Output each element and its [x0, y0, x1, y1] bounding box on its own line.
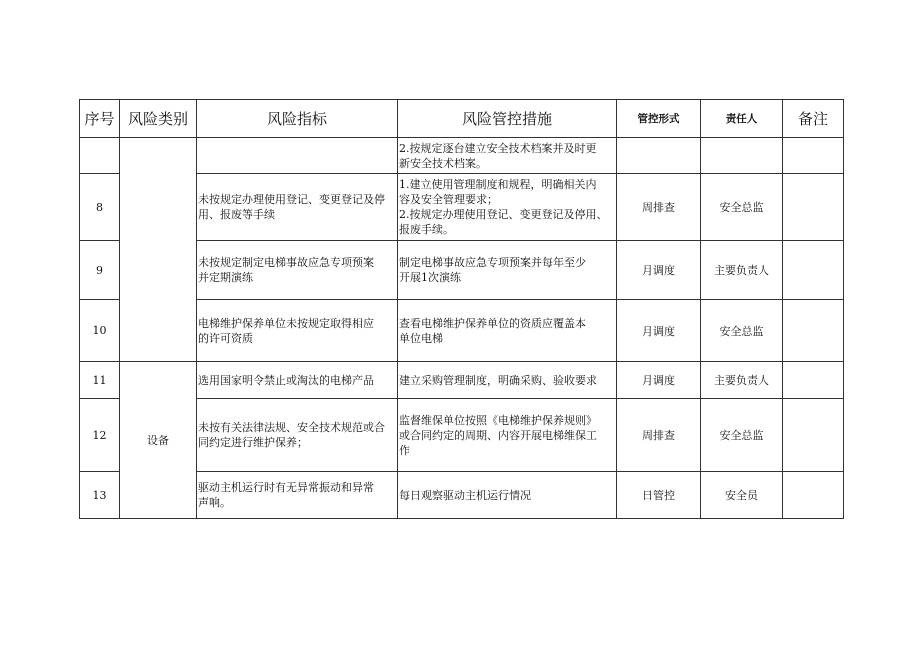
cell-seq: 8	[80, 174, 120, 241]
cell-seq: 9	[80, 241, 120, 300]
text-line: 查看电梯维护保养单位的资质应覆盖本	[399, 316, 586, 330]
cell-indicator	[197, 300, 398, 362]
text-line: 建立采购管理制度，明确采购、验收要求	[399, 373, 597, 387]
cell-indicator	[197, 362, 398, 399]
text-line: 选用国家明令禁止或淘汰的电梯产品	[198, 373, 374, 387]
cell-indicator	[197, 138, 398, 174]
text-line: 声响。	[198, 496, 231, 509]
text-line: 容及安全管理要求；	[399, 193, 498, 206]
text-line: 作	[399, 443, 410, 457]
cell-remarks	[783, 300, 844, 362]
cell-category: 设备	[120, 362, 197, 519]
header-row	[80, 100, 844, 138]
text-line: 用、报废等手续	[198, 208, 275, 221]
cell-measures	[398, 174, 617, 241]
cell-control-form: 月调度	[617, 300, 701, 362]
text-line: 2.按规定逐台建立安全技术档案并及时更	[399, 141, 597, 155]
text-line: 新安全技术档案。	[399, 156, 487, 170]
text-line: 开展1次演练	[399, 271, 461, 284]
cell-responsible	[701, 138, 783, 174]
text-line: 电梯维护保养单位未按规定取得相应	[198, 316, 374, 330]
cell-responsible: 主要负责人	[701, 362, 783, 399]
cell-seq: 10	[80, 300, 120, 362]
cell-responsible: 安全总监	[701, 300, 783, 362]
cell-control-form: 日管控	[617, 472, 701, 519]
text-line: 的许可资质	[198, 331, 253, 345]
text-line: 1.建立使用管理制度和规程，明确相关内	[399, 178, 597, 191]
text-line: 未按有关法律法规、安全技术规范或合	[198, 421, 385, 434]
cell-remarks	[783, 174, 844, 241]
cell-measures	[398, 300, 617, 362]
cell-control-form: 周排查	[617, 174, 701, 241]
cell-measures	[398, 472, 617, 519]
header-indicator: 风险指标	[197, 100, 398, 138]
text-line: 未按规定办理使用登记、变更登记及停	[198, 193, 385, 206]
cell-seq	[80, 138, 120, 174]
table-row	[80, 362, 844, 399]
cell-remarks	[783, 472, 844, 519]
table-row	[80, 138, 844, 174]
cell-measures	[398, 399, 617, 472]
cell-indicator	[197, 174, 398, 241]
cell-category-empty	[120, 138, 197, 362]
text-line: 报废手续。	[399, 223, 454, 236]
cell-indicator	[197, 472, 398, 519]
cell-indicator	[197, 399, 398, 472]
cell-seq: 13	[80, 472, 120, 519]
cell-indicator	[197, 241, 398, 300]
header-category: 风险类别	[120, 100, 197, 138]
header-control-form: 管控形式	[617, 100, 701, 138]
text-line: 2.按规定办理使用登记、变更登记及停用、	[399, 208, 608, 221]
cell-control-form: 月调度	[617, 362, 701, 399]
cell-remarks	[783, 138, 844, 174]
text-line: 同约定进行维护保养；	[198, 436, 308, 449]
text-line: 监督维保单位按照《电梯维护保养规则》	[399, 413, 597, 427]
cell-responsible: 安全员	[701, 472, 783, 519]
risk-control-table	[79, 99, 844, 519]
cell-responsible: 安全总监	[701, 399, 783, 472]
text-line: 制定电梯事故应急专项预案并每年至少	[399, 256, 586, 269]
cell-responsible: 安全总监	[701, 174, 783, 241]
cell-remarks	[783, 362, 844, 399]
cell-measures	[398, 362, 617, 399]
cell-measures	[398, 138, 617, 174]
text-line: 每日观察驱动主机运行情况	[399, 488, 531, 502]
text-line: 驱动主机运行时有无异常振动和异常	[198, 481, 374, 494]
cell-seq: 12	[80, 399, 120, 472]
cell-responsible: 主要负责人	[701, 241, 783, 300]
header-remarks: 备注	[783, 100, 844, 138]
text-line: 或合同约定的周期、内容开展电梯维保工	[399, 428, 597, 442]
cell-remarks	[783, 399, 844, 472]
header-measures: 风险管控措施	[398, 100, 617, 138]
cell-seq: 11	[80, 362, 120, 399]
cell-remarks	[783, 241, 844, 300]
header-responsible: 责任人	[701, 100, 783, 138]
cell-control-form	[617, 138, 701, 174]
text-line: 未按规定制定电梯事故应急专项预案	[198, 256, 374, 269]
text-line: 单位电梯	[399, 331, 443, 345]
header-seq: 序号	[80, 100, 120, 138]
cell-measures	[398, 241, 617, 300]
table-body	[80, 138, 844, 519]
cell-control-form: 周排查	[617, 399, 701, 472]
cell-control-form: 月调度	[617, 241, 701, 300]
text-line: 并定期演练	[198, 271, 253, 284]
